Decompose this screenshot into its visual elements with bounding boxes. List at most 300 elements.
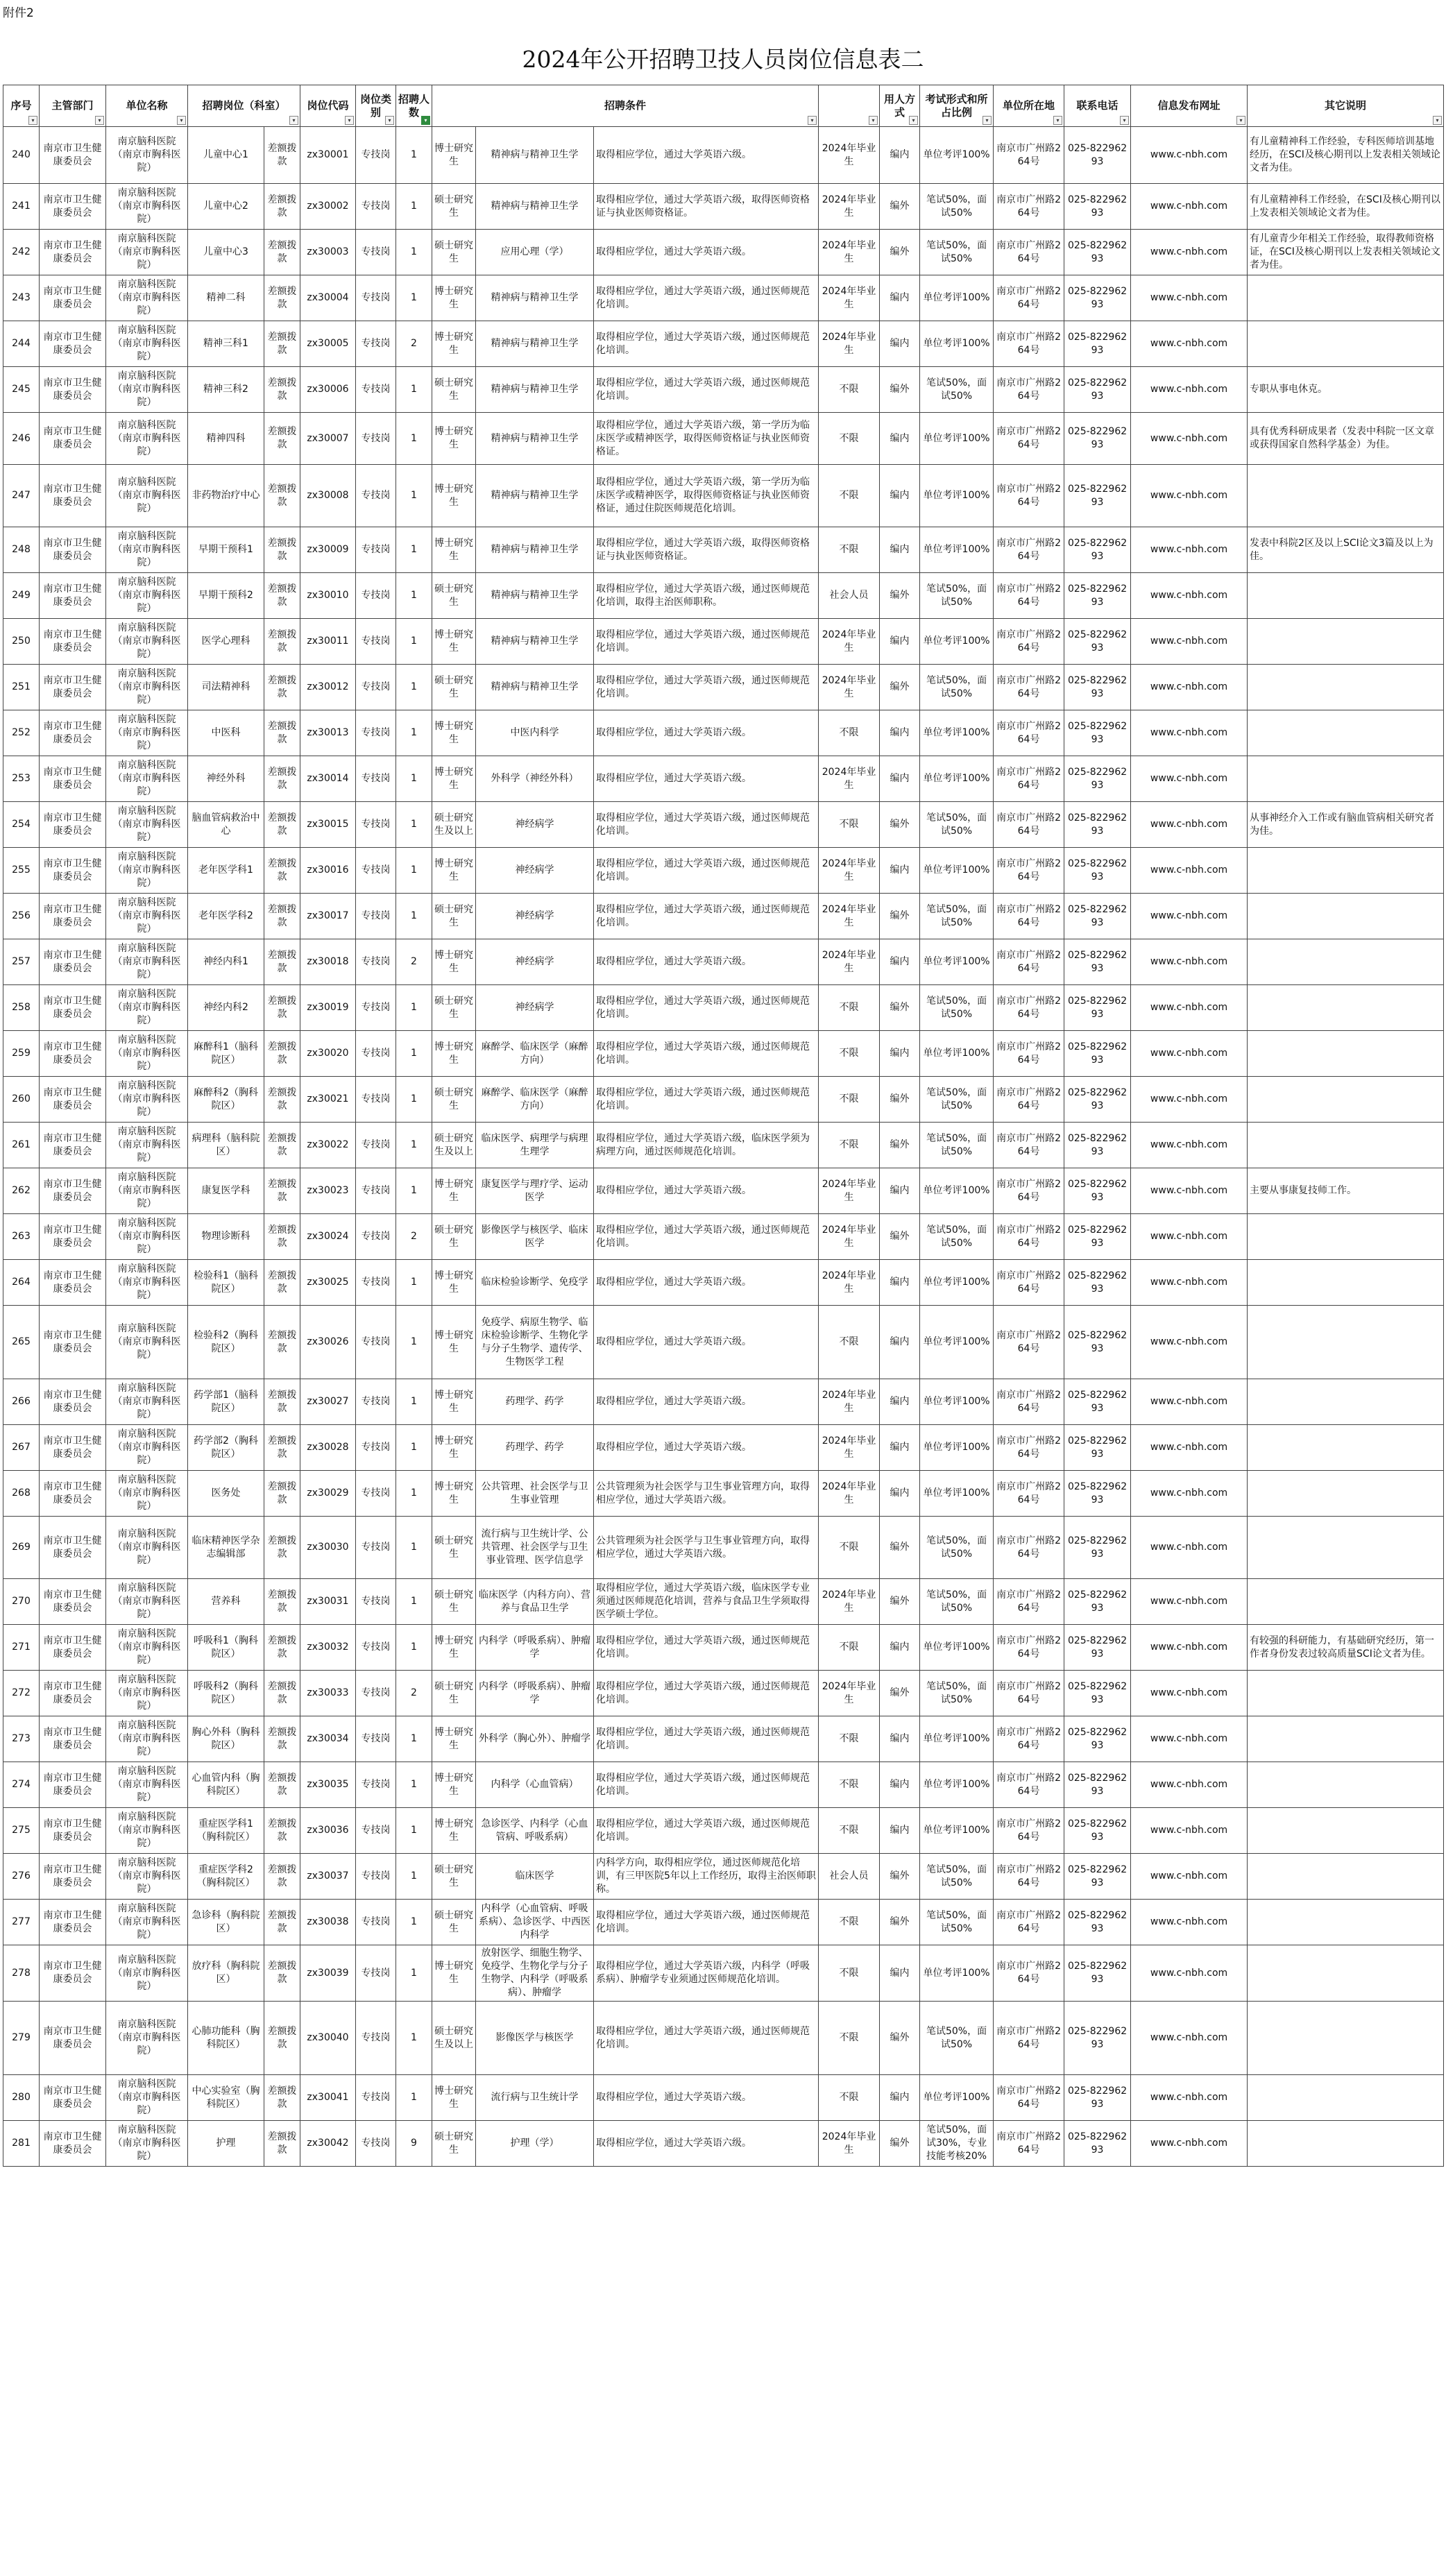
address-cell: 南京市广州路264号 bbox=[994, 1671, 1064, 1716]
phone-cell: 025-82296293 bbox=[1064, 619, 1131, 665]
table-row bbox=[3, 1214, 1444, 1260]
post-code-cell: zx30017 bbox=[300, 894, 356, 939]
table-row bbox=[3, 367, 1444, 413]
seq-cell: 262 bbox=[3, 1168, 40, 1214]
dept-cell: 南京市卫生健康委员会 bbox=[40, 230, 106, 275]
requirements-cell: 取得相应学位，通过大学英语六级。 bbox=[594, 1260, 819, 1306]
exam-cell: 单位考评100% bbox=[920, 1808, 994, 1854]
post-cell: 药学部1（脑科院区） bbox=[188, 1379, 264, 1425]
phone-cell: 025-82296293 bbox=[1064, 1077, 1131, 1123]
unit-cell: 南京脑科医院（南京市胸科医院） bbox=[106, 230, 188, 275]
requirements-cell: 取得相应学位，通过大学英语六级，通过医师规范化培训。 bbox=[594, 619, 819, 665]
post-type-cell: 专技岗 bbox=[356, 1900, 396, 1945]
notes-cell bbox=[1248, 939, 1444, 985]
post-type-cell: 专技岗 bbox=[356, 1854, 396, 1900]
applicant-type-cell: 2024年毕业生 bbox=[819, 848, 880, 894]
count-cell: 1 bbox=[396, 184, 432, 230]
post-cell: 康复医学科 bbox=[188, 1168, 264, 1214]
post-type-cell: 专技岗 bbox=[356, 1716, 396, 1762]
table-row bbox=[3, 1306, 1444, 1379]
address-cell: 南京市广州路264号 bbox=[994, 710, 1064, 756]
education-cell: 博士研究生 bbox=[432, 619, 476, 665]
funding-cell: 差额拨款 bbox=[264, 184, 300, 230]
funding-cell: 差额拨款 bbox=[264, 1471, 300, 1517]
website-cell: www.c-nbh.com bbox=[1131, 985, 1248, 1031]
post-cell: 物理诊断科 bbox=[188, 1214, 264, 1260]
exam-cell: 单位考评100% bbox=[920, 1425, 994, 1471]
address-cell: 南京市广州路264号 bbox=[994, 2002, 1064, 2075]
major-cell: 精神病与精神卫生学 bbox=[476, 465, 594, 527]
phone-cell: 025-82296293 bbox=[1064, 1379, 1131, 1425]
post-code-cell: zx30019 bbox=[300, 985, 356, 1031]
funding-cell: 差额拨款 bbox=[264, 367, 300, 413]
education-cell: 博士研究生 bbox=[432, 321, 476, 367]
table-row bbox=[3, 1517, 1444, 1579]
filter-dropdown-icon[interactable]: ▾ bbox=[1236, 116, 1245, 125]
count-cell: 1 bbox=[396, 367, 432, 413]
staffing-cell: 编内 bbox=[880, 1379, 920, 1425]
count-cell: 1 bbox=[396, 527, 432, 573]
website-cell: www.c-nbh.com bbox=[1131, 1077, 1248, 1123]
funding-cell: 差额拨款 bbox=[264, 1808, 300, 1854]
funding-cell: 差额拨款 bbox=[264, 1077, 300, 1123]
count-cell: 1 bbox=[396, 1716, 432, 1762]
table-row bbox=[3, 1671, 1444, 1716]
education-cell: 硕士研究生 bbox=[432, 985, 476, 1031]
post-type-cell: 专技岗 bbox=[356, 1517, 396, 1579]
filter-dropdown-icon[interactable]: ▾ bbox=[95, 116, 104, 125]
funding-cell: 差额拨款 bbox=[264, 1306, 300, 1379]
count-cell: 1 bbox=[396, 1471, 432, 1517]
seq-cell: 267 bbox=[3, 1425, 40, 1471]
major-cell: 临床医学、病理学与病理生理学 bbox=[476, 1123, 594, 1168]
col-header: 岗位代码 ▾ bbox=[300, 85, 356, 127]
funding-cell: 差额拨款 bbox=[264, 665, 300, 710]
unit-cell: 南京脑科医院（南京市胸科医院） bbox=[106, 756, 188, 802]
major-cell: 内科学（心血管病、呼吸系病）、急诊医学、中西医内科学 bbox=[476, 1900, 594, 1945]
funding-cell: 差额拨款 bbox=[264, 1214, 300, 1260]
major-cell: 药理学、药学 bbox=[476, 1425, 594, 1471]
education-cell: 硕士研究生 bbox=[432, 367, 476, 413]
count-cell: 1 bbox=[396, 1168, 432, 1214]
filter-dropdown-icon[interactable]: ▾ bbox=[869, 116, 878, 125]
count-cell: 1 bbox=[396, 1854, 432, 1900]
filter-dropdown-icon[interactable]: ▾ bbox=[808, 116, 817, 125]
count-cell: 1 bbox=[396, 1900, 432, 1945]
count-cell: 1 bbox=[396, 230, 432, 275]
address-cell: 南京市广州路264号 bbox=[994, 1900, 1064, 1945]
major-cell: 内科学（呼吸系病）、肿瘤学 bbox=[476, 1625, 594, 1671]
filter-dropdown-icon[interactable]: ▾ bbox=[1120, 116, 1129, 125]
notes-cell bbox=[1248, 619, 1444, 665]
dept-cell: 南京市卫生健康委员会 bbox=[40, 1716, 106, 1762]
col-header: 主管部门 ▾ bbox=[40, 85, 106, 127]
exam-cell: 单位考评100% bbox=[920, 413, 994, 465]
phone-cell: 025-82296293 bbox=[1064, 1425, 1131, 1471]
post-cell: 麻醉科1（脑科院区） bbox=[188, 1031, 264, 1077]
post-type-cell: 专技岗 bbox=[356, 1168, 396, 1214]
count-cell: 1 bbox=[396, 848, 432, 894]
post-cell: 病理科（脑科院区） bbox=[188, 1123, 264, 1168]
major-cell: 药理学、药学 bbox=[476, 1379, 594, 1425]
major-cell: 内科学（心血管病） bbox=[476, 1762, 594, 1808]
exam-cell: 单位考评100% bbox=[920, 939, 994, 985]
applicant-type-cell: 不限 bbox=[819, 802, 880, 848]
filter-dropdown-icon[interactable]: ▾ bbox=[909, 116, 918, 125]
notes-cell bbox=[1248, 1762, 1444, 1808]
table-row bbox=[3, 1762, 1444, 1808]
funding-cell: 差额拨款 bbox=[264, 2121, 300, 2167]
education-cell: 硕士研究生 bbox=[432, 184, 476, 230]
dept-cell: 南京市卫生健康委员会 bbox=[40, 2121, 106, 2167]
dept-cell: 南京市卫生健康委员会 bbox=[40, 2002, 106, 2075]
unit-cell: 南京脑科医院（南京市胸科医院） bbox=[106, 1579, 188, 1625]
staffing-cell: 编外 bbox=[880, 184, 920, 230]
phone-cell: 025-82296293 bbox=[1064, 413, 1131, 465]
post-cell: 儿童中心3 bbox=[188, 230, 264, 275]
dept-cell: 南京市卫生健康委员会 bbox=[40, 1808, 106, 1854]
post-cell: 儿童中心1 bbox=[188, 127, 264, 184]
requirements-cell: 取得相应学位，通过大学英语六级，通过医师规范化培训。 bbox=[594, 848, 819, 894]
count-cell: 1 bbox=[396, 1808, 432, 1854]
website-cell: www.c-nbh.com bbox=[1131, 756, 1248, 802]
seq-cell: 278 bbox=[3, 1945, 40, 2002]
major-cell: 外科学（神经外科） bbox=[476, 756, 594, 802]
post-code-cell: zx30032 bbox=[300, 1625, 356, 1671]
requirements-cell: 取得相应学位，通过大学英语六级，通过医师规范化培训。 bbox=[594, 985, 819, 1031]
address-cell: 南京市广州路264号 bbox=[994, 1854, 1064, 1900]
requirements-cell: 取得相应学位，通过大学英语六级，通过医师规范化培训。 bbox=[594, 802, 819, 848]
seq-cell: 270 bbox=[3, 1579, 40, 1625]
notes-cell bbox=[1248, 894, 1444, 939]
post-cell: 神经内科2 bbox=[188, 985, 264, 1031]
funding-cell: 差额拨款 bbox=[264, 1379, 300, 1425]
table-row bbox=[3, 1379, 1444, 1425]
website-cell: www.c-nbh.com bbox=[1131, 573, 1248, 619]
phone-cell: 025-82296293 bbox=[1064, 1945, 1131, 2002]
major-cell: 精神病与精神卫生学 bbox=[476, 321, 594, 367]
staffing-cell: 编外 bbox=[880, 1671, 920, 1716]
phone-cell: 025-82296293 bbox=[1064, 848, 1131, 894]
exam-cell: 单位考评100% bbox=[920, 710, 994, 756]
notes-cell bbox=[1248, 1808, 1444, 1854]
website-cell: www.c-nbh.com bbox=[1131, 939, 1248, 985]
seq-cell: 260 bbox=[3, 1077, 40, 1123]
applicant-type-cell: 2024年毕业生 bbox=[819, 275, 880, 321]
education-cell: 硕士研究生及以上 bbox=[432, 1123, 476, 1168]
requirements-cell: 取得相应学位，通过大学英语六级。 bbox=[594, 230, 819, 275]
unit-cell: 南京脑科医院（南京市胸科医院） bbox=[106, 1260, 188, 1306]
filter-dropdown-icon[interactable]: ▾ bbox=[28, 116, 37, 125]
funding-cell: 差额拨款 bbox=[264, 275, 300, 321]
table-row bbox=[3, 1900, 1444, 1945]
notes-cell bbox=[1248, 1579, 1444, 1625]
website-cell: www.c-nbh.com bbox=[1131, 367, 1248, 413]
post-type-cell: 专技岗 bbox=[356, 1031, 396, 1077]
applicant-type-cell: 不限 bbox=[819, 1031, 880, 1077]
address-cell: 南京市广州路264号 bbox=[994, 1168, 1064, 1214]
requirements-cell: 公共管理须为社会医学与卫生事业管理方向，取得相应学位，通过大学英语六级。 bbox=[594, 1471, 819, 1517]
table-body bbox=[3, 127, 1444, 2167]
table-row bbox=[3, 573, 1444, 619]
requirements-cell: 取得相应学位，通过大学英语六级。 bbox=[594, 127, 819, 184]
exam-cell: 单位考评100% bbox=[920, 527, 994, 573]
filter-dropdown-icon[interactable]: ▾ bbox=[177, 116, 186, 125]
address-cell: 南京市广州路264号 bbox=[994, 1625, 1064, 1671]
post-cell: 早期干预科1 bbox=[188, 527, 264, 573]
address-cell: 南京市广州路264号 bbox=[994, 275, 1064, 321]
education-cell: 博士研究生 bbox=[432, 413, 476, 465]
education-cell: 硕士研究生 bbox=[432, 573, 476, 619]
post-cell: 司法精神科 bbox=[188, 665, 264, 710]
post-code-cell: zx30002 bbox=[300, 184, 356, 230]
post-code-cell: zx30009 bbox=[300, 527, 356, 573]
post-cell: 药学部2（胸科院区） bbox=[188, 1425, 264, 1471]
unit-cell: 南京脑科医院（南京市胸科医院） bbox=[106, 1625, 188, 1671]
post-cell: 医学心理科 bbox=[188, 619, 264, 665]
website-cell: www.c-nbh.com bbox=[1131, 1945, 1248, 2002]
exam-cell: 单位考评100% bbox=[920, 1716, 994, 1762]
table-row bbox=[3, 848, 1444, 894]
funding-cell: 差额拨款 bbox=[264, 710, 300, 756]
unit-cell: 南京脑科医院（南京市胸科医院） bbox=[106, 1123, 188, 1168]
unit-cell: 南京脑科医院（南京市胸科医院） bbox=[106, 184, 188, 230]
funding-cell: 差额拨款 bbox=[264, 1945, 300, 2002]
staffing-cell: 编内 bbox=[880, 1168, 920, 1214]
unit-cell: 南京脑科医院（南京市胸科医院） bbox=[106, 1168, 188, 1214]
applicant-type-cell: 2024年毕业生 bbox=[819, 127, 880, 184]
notes-cell bbox=[1248, 573, 1444, 619]
website-cell: www.c-nbh.com bbox=[1131, 1123, 1248, 1168]
major-cell: 内科学（呼吸系病）、肿瘤学 bbox=[476, 1671, 594, 1716]
unit-cell: 南京脑科医院（南京市胸科医院） bbox=[106, 2121, 188, 2167]
phone-cell: 025-82296293 bbox=[1064, 1579, 1131, 1625]
notes-cell bbox=[1248, 1945, 1444, 2002]
website-cell: www.c-nbh.com bbox=[1131, 1425, 1248, 1471]
address-cell: 南京市广州路264号 bbox=[994, 127, 1064, 184]
dept-cell: 南京市卫生健康委员会 bbox=[40, 1854, 106, 1900]
filter-dropdown-icon[interactable]: ▾ bbox=[1053, 116, 1062, 125]
major-cell: 放射医学、细胞生物学、免疫学、生物化学与分子生物学、内科学（呼吸系病）、肿瘤学 bbox=[476, 1945, 594, 2002]
phone-cell: 025-82296293 bbox=[1064, 1854, 1131, 1900]
post-code-cell: zx30006 bbox=[300, 367, 356, 413]
filter-dropdown-icon[interactable]: ▾ bbox=[385, 116, 394, 125]
unit-cell: 南京脑科医院（南京市胸科医院） bbox=[106, 367, 188, 413]
seq-cell: 251 bbox=[3, 665, 40, 710]
table-row bbox=[3, 756, 1444, 802]
filter-dropdown-icon[interactable]: ▾ bbox=[983, 116, 992, 125]
filter-dropdown-icon[interactable]: ▾ bbox=[1433, 116, 1442, 125]
dept-cell: 南京市卫生健康委员会 bbox=[40, 1762, 106, 1808]
table-row bbox=[3, 802, 1444, 848]
address-cell: 南京市广州路264号 bbox=[994, 321, 1064, 367]
post-code-cell: zx30022 bbox=[300, 1123, 356, 1168]
exam-cell: 笔试50%，面试50% bbox=[920, 665, 994, 710]
seq-cell: 241 bbox=[3, 184, 40, 230]
notes-cell bbox=[1248, 2121, 1444, 2167]
notes-cell bbox=[1248, 1471, 1444, 1517]
funding-cell: 差额拨款 bbox=[264, 2002, 300, 2075]
table-row bbox=[3, 894, 1444, 939]
notes-cell bbox=[1248, 1123, 1444, 1168]
website-cell: www.c-nbh.com bbox=[1131, 1379, 1248, 1425]
seq-cell: 246 bbox=[3, 413, 40, 465]
post-cell: 神经内科1 bbox=[188, 939, 264, 985]
table-row bbox=[3, 1077, 1444, 1123]
post-cell: 呼吸科1（胸科院区） bbox=[188, 1625, 264, 1671]
applicant-type-cell: 不限 bbox=[819, 710, 880, 756]
post-type-cell: 专技岗 bbox=[356, 894, 396, 939]
post-cell: 老年医学科1 bbox=[188, 848, 264, 894]
requirements-cell: 取得相应学位，通过大学英语六级，通过医师规范化培训。 bbox=[594, 1808, 819, 1854]
address-cell: 南京市广州路264号 bbox=[994, 665, 1064, 710]
notes-cell bbox=[1248, 1031, 1444, 1077]
unit-cell: 南京脑科医院（南京市胸科医院） bbox=[106, 1671, 188, 1716]
table-row bbox=[3, 985, 1444, 1031]
notes-cell bbox=[1248, 848, 1444, 894]
phone-cell: 025-82296293 bbox=[1064, 465, 1131, 527]
post-code-cell: zx30026 bbox=[300, 1306, 356, 1379]
post-cell: 医务处 bbox=[188, 1471, 264, 1517]
staffing-cell: 编外 bbox=[880, 2121, 920, 2167]
exam-cell: 单位考评100% bbox=[920, 1306, 994, 1379]
funding-cell: 差额拨款 bbox=[264, 465, 300, 527]
exam-cell: 笔试50%，面试50% bbox=[920, 1854, 994, 1900]
major-cell: 神经病学 bbox=[476, 939, 594, 985]
post-code-cell: zx30007 bbox=[300, 413, 356, 465]
education-cell: 博士研究生 bbox=[432, 1808, 476, 1854]
funding-cell: 差额拨款 bbox=[264, 1625, 300, 1671]
exam-cell: 单位考评100% bbox=[920, 321, 994, 367]
count-cell: 1 bbox=[396, 665, 432, 710]
funding-cell: 差额拨款 bbox=[264, 1671, 300, 1716]
requirements-cell: 取得相应学位，通过大学英语六级，内科学（呼吸系病）、肿瘤学专业须通过医师规范化培训。 bbox=[594, 1945, 819, 2002]
count-cell: 1 bbox=[396, 1425, 432, 1471]
seq-cell: 258 bbox=[3, 985, 40, 1031]
staffing-cell: 编内 bbox=[880, 1425, 920, 1471]
requirements-cell: 取得相应学位，通过大学英语六级，取得医师资格证与执业医师资格证。 bbox=[594, 184, 819, 230]
table-row bbox=[3, 413, 1444, 465]
dept-cell: 南京市卫生健康委员会 bbox=[40, 275, 106, 321]
phone-cell: 025-82296293 bbox=[1064, 1471, 1131, 1517]
notes-cell bbox=[1248, 1306, 1444, 1379]
funding-cell: 差额拨款 bbox=[264, 802, 300, 848]
post-type-cell: 专技岗 bbox=[356, 1945, 396, 2002]
page-title: 2024年公开招聘卫技人员岗位信息表二 bbox=[522, 46, 924, 73]
post-cell: 临床精神医学杂志编辑部 bbox=[188, 1517, 264, 1579]
funding-cell: 差额拨款 bbox=[264, 848, 300, 894]
exam-cell: 笔试50%，面试50% bbox=[920, 230, 994, 275]
post-type-cell: 专技岗 bbox=[356, 756, 396, 802]
unit-cell: 南京脑科医院（南京市胸科医院） bbox=[106, 527, 188, 573]
major-cell: 精神病与精神卫生学 bbox=[476, 367, 594, 413]
requirements-cell: 取得相应学位，通过大学英语六级，通过医师规范化培训。 bbox=[594, 275, 819, 321]
major-cell: 影像医学与核医学 bbox=[476, 2002, 594, 2075]
address-cell: 南京市广州路264号 bbox=[994, 367, 1064, 413]
staffing-cell: 编外 bbox=[880, 1123, 920, 1168]
count-cell: 1 bbox=[396, 1762, 432, 1808]
dept-cell: 南京市卫生健康委员会 bbox=[40, 1031, 106, 1077]
notes-cell: 发表中科院2区及以上SCI论文3篇及以上为佳。 bbox=[1248, 527, 1444, 573]
count-cell: 1 bbox=[396, 1031, 432, 1077]
applicant-type-cell: 2024年毕业生 bbox=[819, 665, 880, 710]
exam-cell: 笔试50%，面试50% bbox=[920, 802, 994, 848]
phone-cell: 025-82296293 bbox=[1064, 2002, 1131, 2075]
col-header: 用人方式 ▾ bbox=[880, 85, 920, 127]
applicant-type-cell: 2024年毕业生 bbox=[819, 2121, 880, 2167]
count-cell: 1 bbox=[396, 127, 432, 184]
count-cell: 2 bbox=[396, 1671, 432, 1716]
col-header: 联系电话 ▾ bbox=[1064, 85, 1131, 127]
major-cell: 精神病与精神卫生学 bbox=[476, 184, 594, 230]
col-header: 单位所在地 ▾ bbox=[994, 85, 1064, 127]
count-cell: 1 bbox=[396, 1123, 432, 1168]
requirements-cell: 取得相应学位，通过大学英语六级。 bbox=[594, 939, 819, 985]
seq-cell: 261 bbox=[3, 1123, 40, 1168]
website-cell: www.c-nbh.com bbox=[1131, 465, 1248, 527]
staffing-cell: 编内 bbox=[880, 756, 920, 802]
requirements-cell: 取得相应学位，通过大学英语六级，通过医师规范化培训。 bbox=[594, 2002, 819, 2075]
post-code-cell: zx30011 bbox=[300, 619, 356, 665]
table-row bbox=[3, 1625, 1444, 1671]
address-cell: 南京市广州路264号 bbox=[994, 2075, 1064, 2121]
notes-cell bbox=[1248, 1260, 1444, 1306]
attachment-label: 附件2 bbox=[3, 6, 34, 20]
website-cell: www.c-nbh.com bbox=[1131, 802, 1248, 848]
address-cell: 南京市广州路264号 bbox=[994, 1808, 1064, 1854]
notes-cell: 有儿童精神科工作经验，专科医师培训基地经历，在SCI及核心期刊以上发表相关领域论文者为佳。 bbox=[1248, 127, 1444, 184]
staffing-cell: 编内 bbox=[880, 275, 920, 321]
website-cell: www.c-nbh.com bbox=[1131, 1214, 1248, 1260]
post-code-cell: zx30027 bbox=[300, 1379, 356, 1425]
website-cell: www.c-nbh.com bbox=[1131, 1168, 1248, 1214]
education-cell: 硕士研究生 bbox=[432, 230, 476, 275]
unit-cell: 南京脑科医院（南京市胸科医院） bbox=[106, 1762, 188, 1808]
unit-cell: 南京脑科医院（南京市胸科医院） bbox=[106, 1808, 188, 1854]
dept-cell: 南京市卫生健康委员会 bbox=[40, 1306, 106, 1379]
dept-cell: 南京市卫生健康委员会 bbox=[40, 1517, 106, 1579]
seq-cell: 249 bbox=[3, 573, 40, 619]
filter-dropdown-icon[interactable]: ▾ bbox=[289, 116, 298, 125]
post-type-cell: 专技岗 bbox=[356, 802, 396, 848]
post-cell: 儿童中心2 bbox=[188, 184, 264, 230]
count-cell: 1 bbox=[396, 465, 432, 527]
seq-cell: 273 bbox=[3, 1716, 40, 1762]
active-filter-icon[interactable]: ▾ bbox=[421, 116, 430, 125]
applicant-type-cell: 2024年毕业生 bbox=[819, 1471, 880, 1517]
unit-cell: 南京脑科医院（南京市胸科医院） bbox=[106, 465, 188, 527]
exam-cell: 笔试50%，面试50% bbox=[920, 1214, 994, 1260]
count-cell: 1 bbox=[396, 2002, 432, 2075]
post-code-cell: zx30028 bbox=[300, 1425, 356, 1471]
major-cell: 精神病与精神卫生学 bbox=[476, 573, 594, 619]
phone-cell: 025-82296293 bbox=[1064, 1517, 1131, 1579]
staffing-cell: 编内 bbox=[880, 127, 920, 184]
dept-cell: 南京市卫生健康委员会 bbox=[40, 894, 106, 939]
notes-cell: 主要从事康复技师工作。 bbox=[1248, 1168, 1444, 1214]
post-type-cell: 专技岗 bbox=[356, 1671, 396, 1716]
address-cell: 南京市广州路264号 bbox=[994, 465, 1064, 527]
filter-dropdown-icon[interactable]: ▾ bbox=[345, 116, 354, 125]
staffing-cell: 编内 bbox=[880, 1306, 920, 1379]
count-cell: 1 bbox=[396, 2075, 432, 2121]
funding-cell: 差额拨款 bbox=[264, 1854, 300, 1900]
notes-cell bbox=[1248, 1517, 1444, 1579]
requirements-cell: 取得相应学位，通过大学英语六级，通过医师规范化培训。 bbox=[594, 894, 819, 939]
unit-cell: 南京脑科医院（南京市胸科医院） bbox=[106, 1945, 188, 2002]
phone-cell: 025-82296293 bbox=[1064, 1123, 1131, 1168]
website-cell: www.c-nbh.com bbox=[1131, 1671, 1248, 1716]
